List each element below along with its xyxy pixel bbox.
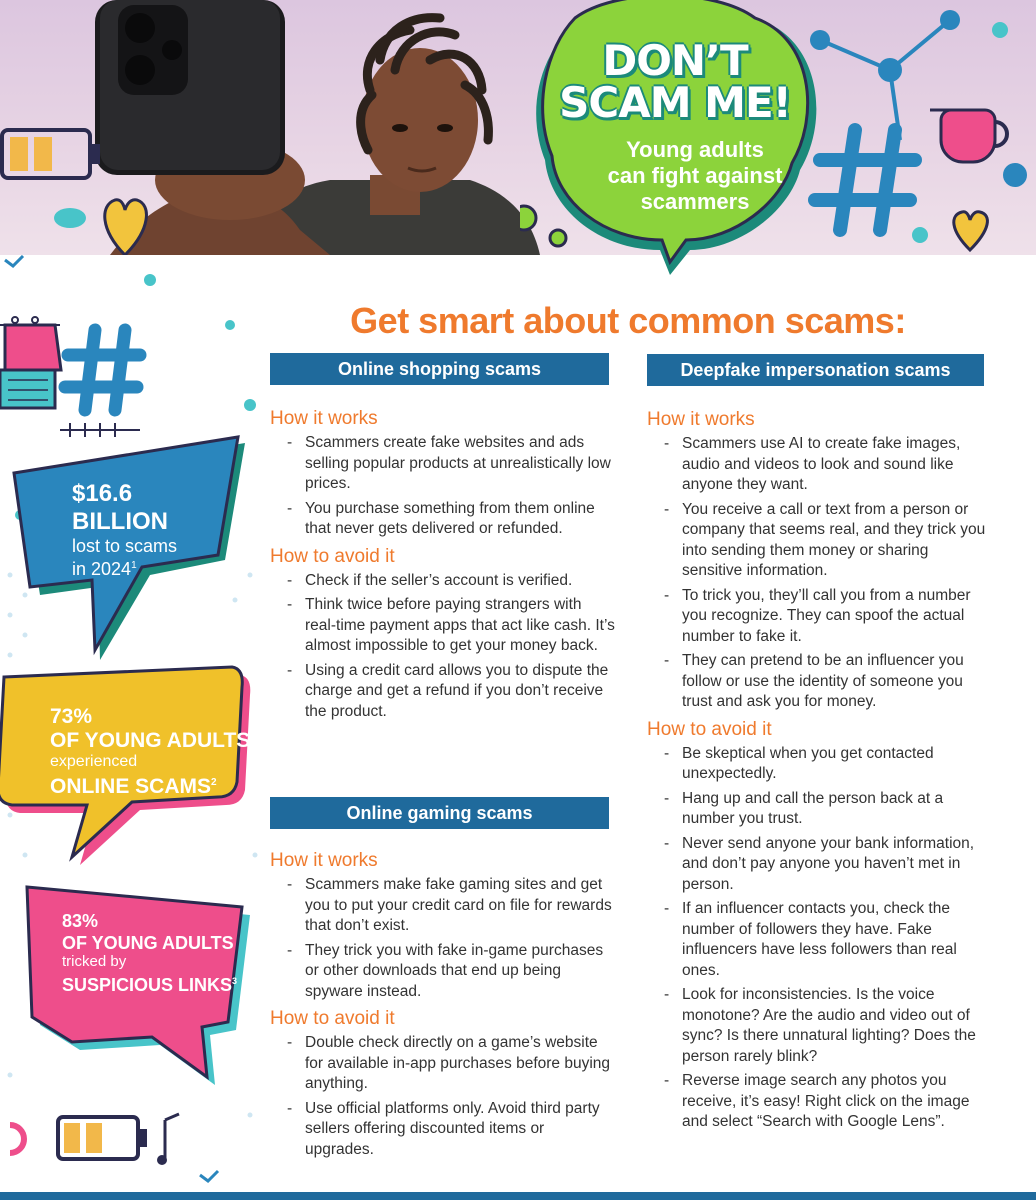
stat-online-scams <box>50 705 250 800</box>
list-item: - Double check directly on a game’s website for available in-app purchases before buying anything. <box>305 1033 615 1095</box>
how-it-works-list <box>270 875 615 1002</box>
how-it-works-list <box>647 434 992 713</box>
list-item: - Check if the seller’s account is verified. <box>305 571 615 592</box>
stat-suspicious-links <box>62 910 237 996</box>
badge-subtitle-line: can fight against <box>607 163 783 188</box>
list-item: - Scammers use AI to create fake images, audio and videos to look and sound like anyone they want. <box>682 434 992 496</box>
heart-doodle <box>95 190 155 255</box>
stat-value: 83% <box>62 911 99 931</box>
list-item: - Using a credit card allows you to dispute the charge and get a refund if you don’t receive the product. <box>305 661 615 723</box>
stat-year: in 2024 <box>72 559 132 579</box>
list-item: - You purchase something from them online that never gets delivered or refunded. <box>305 499 615 540</box>
list-item: - To trick you, they’ll call you from a number you recognize. They can spoof the actual number to fake it. <box>682 586 992 648</box>
stat-caption: experienced <box>50 753 138 770</box>
how-to-avoid-list <box>270 571 615 723</box>
how-to-avoid-list <box>647 744 992 1133</box>
deepfake-content <box>647 409 992 1139</box>
how-to-avoid-heading: How to avoid it <box>270 545 395 567</box>
stat-subject: OF YOUNG ADULTS <box>62 933 234 953</box>
right-doodles <box>800 0 1036 255</box>
how-it-works-heading: How it works <box>270 408 378 429</box>
shopping-content <box>270 408 615 728</box>
badge-title-line: SCAM ME! <box>559 78 791 127</box>
badge-subtitle-line: scammers <box>640 189 750 214</box>
how-to-avoid-heading: How to avoid it <box>270 1008 395 1029</box>
stat-caption: tricked by <box>62 953 127 970</box>
stat-billion <box>72 480 177 579</box>
how-it-works-list <box>270 433 615 540</box>
how-to-avoid-heading: How to avoid it <box>647 718 772 740</box>
list-item: - You receive a call or text from a person or company that seems real, and they trick you into sending them money or sharing sensitive information. <box>682 500 992 582</box>
list-item: - Be skeptical when you get contacted unexpectedly. <box>682 744 992 785</box>
list-item: - Reverse image search any photos you receive, it’s easy! Right click on the image and select “Search with Google Lens”. <box>682 1071 992 1133</box>
stat-topic-text: ONLINE SCAMS <box>50 775 212 798</box>
stat-caption: lost to scams <box>72 536 178 556</box>
stat-caption-year <box>72 556 177 579</box>
stat-value: 73% <box>50 705 93 728</box>
list-item: - Scammers make fake gaming sites and get you to put your credit card on file for rewards that don’t exist. <box>305 875 615 937</box>
hero-banner <box>0 0 1036 255</box>
list-item: - If an influencer contacts you, check the number of followers they have. Fake influencers have less followers than real ones. <box>682 899 992 981</box>
footnote-ref: 2 <box>211 777 217 788</box>
stat-subject: OF YOUNG ADULTS <box>50 729 251 752</box>
list-item: - Hang up and call the person back at a number you trust. <box>682 789 992 830</box>
list-item: - They can pretend to be an influencer you follow or use the identity of someone you trust and ask you for money. <box>682 651 992 713</box>
stat-topic <box>62 970 237 996</box>
footnote-ref: 3 <box>232 976 238 986</box>
how-it-works-heading: How it works <box>647 409 755 430</box>
bottom-bar <box>0 1192 1036 1200</box>
stat-unit: BILLION <box>72 508 168 535</box>
gaming-content <box>270 850 615 1166</box>
list-item: - They trick you with fake in-game purchases or other downloads that end up being spyware instead. <box>305 941 615 1003</box>
list-item: - Look for inconsistencies. Is the voice monotone? Are the audio and video out of sync? Is there unnatural lighting? Does the person rarely blink? <box>682 985 992 1067</box>
list-item: - Think twice before paying strangers with real-time payment apps that act like cash. It’s almost impossible to get your money back. <box>305 595 615 657</box>
section-header-shopping: Online shopping scams <box>270 353 609 385</box>
badge-subtitle <box>575 137 815 215</box>
badge-title <box>550 36 800 127</box>
page-title: Get smart about common scams: <box>350 300 906 341</box>
stat-topic <box>50 770 250 800</box>
how-it-works-heading: How it works <box>270 850 378 871</box>
how-to-avoid-list <box>270 1033 615 1160</box>
list-item: - Use official platforms only. Avoid third party sellers offering discounted items or upgrades. <box>305 1099 615 1161</box>
list-item: - Scammers create fake websites and ads selling popular products at unrealistically low prices. <box>305 433 615 495</box>
list-item: - Never send anyone your bank information, and don’t pay anyone you haven’t met in person. <box>682 834 992 896</box>
stat-topic-text: SUSPICIOUS LINKS <box>62 975 233 995</box>
battery-doodle <box>0 120 110 250</box>
badge-subtitle-line: Young adults <box>626 137 764 162</box>
badge-title-line: DON’T <box>602 36 748 85</box>
section-header-deepfake: Deepfake impersonation scams <box>647 354 984 386</box>
stat-value: $16.6 <box>72 480 133 507</box>
footnote-ref: 1 <box>131 560 137 571</box>
section-header-gaming: Online gaming scams <box>270 797 609 829</box>
